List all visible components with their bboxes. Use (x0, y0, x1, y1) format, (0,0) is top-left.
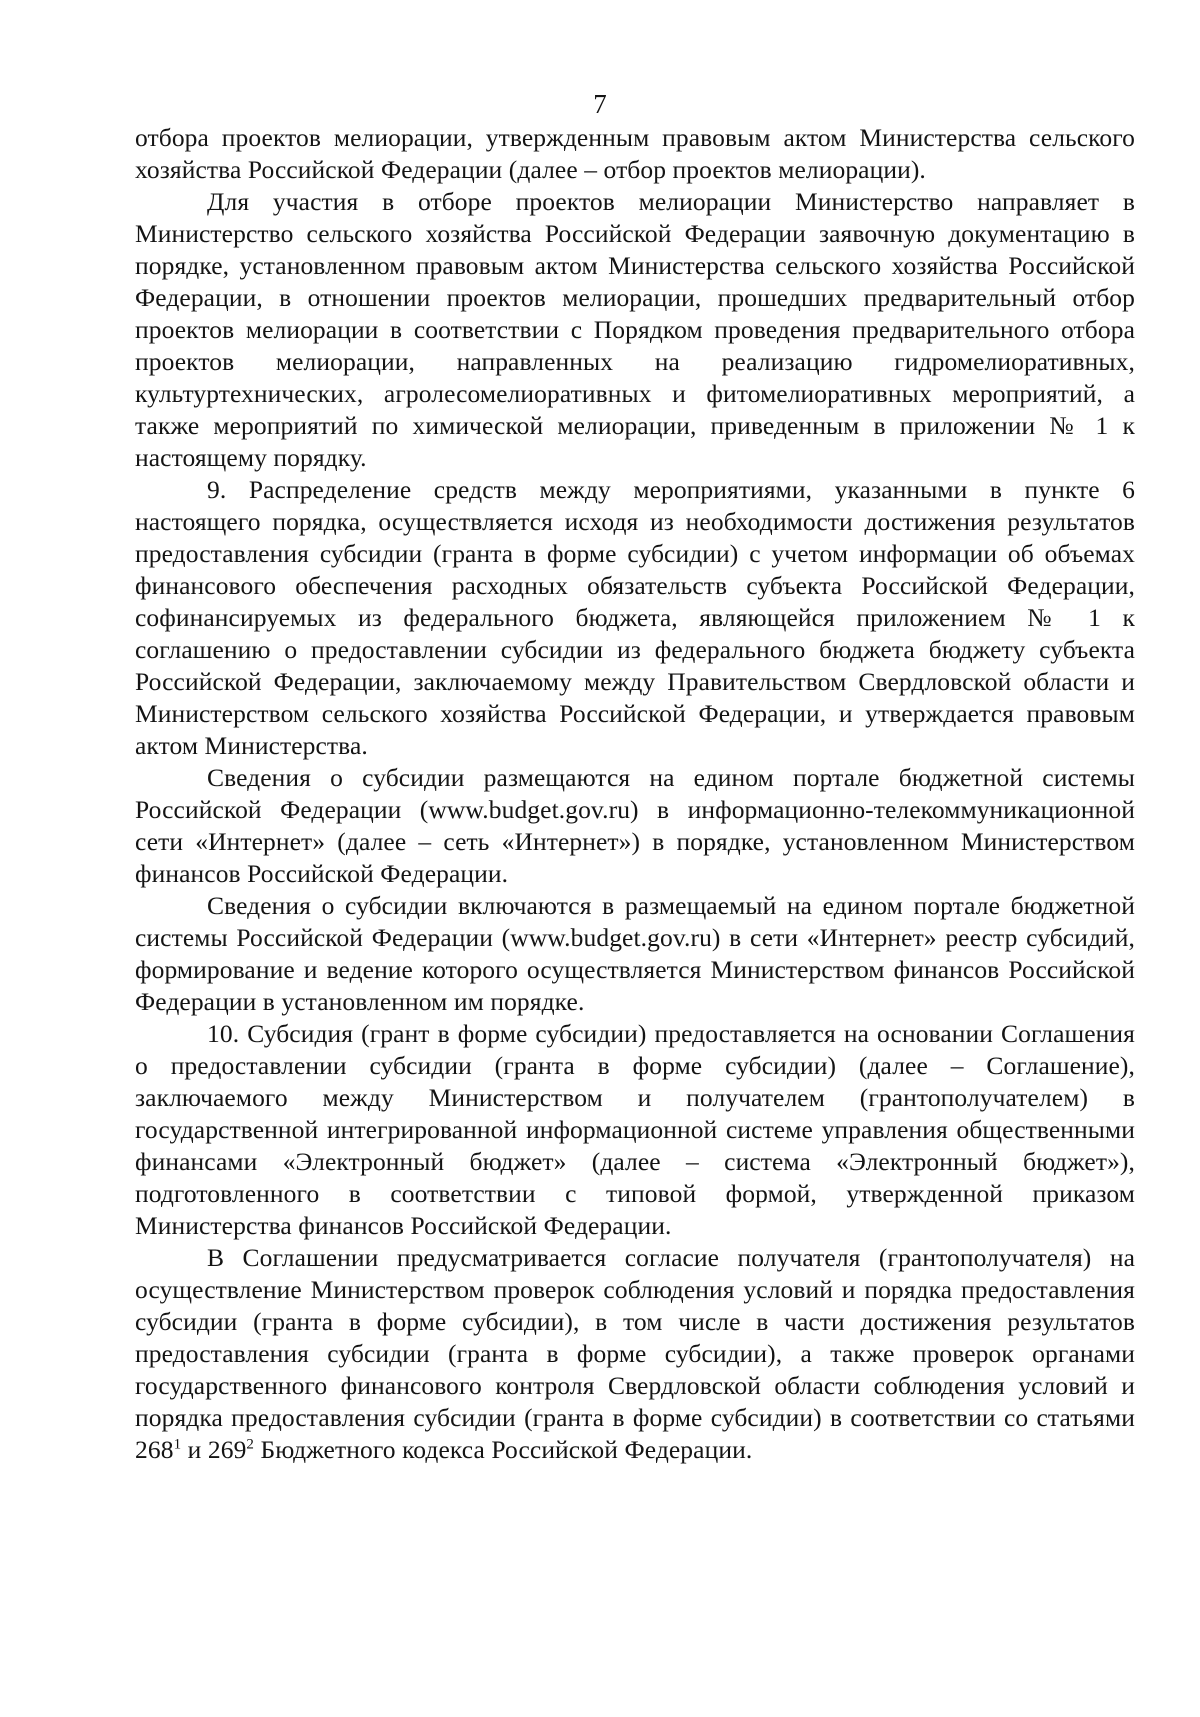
paragraph-participation: Для участия в отборе проектов мелиорации Министерство направляет в Министерство сельского хозяйства Российской Федерации заявочную документацию в порядке, установленном правовым актом Министерства сельского хозяйства Российской Федерации, в отношении проектов мелиорации, прошедших предварительный отбор проектов мелиорации в соответствии с Порядком проведения предварительного отбора проектов мелиорации, направленных на реализацию гидромелиоративных, культуртехнических, агролесомелиоративных и фитомелиоративных мероприятий, а также мероприятий по химической мелиорации, приведенным в приложении № 1 к настоящему порядку. (135, 187, 1135, 472)
paragraph-subsidy-registry: Сведения о субсидии включаются в размещаемый на едином портале бюджетной системы Российской Федерации (www.budget.gov.ru) в сети «Интернет» реестр субсидий, формирование и ведение которого осуществляется Министерством финансов Российской Федерации в установленном им порядке. (135, 891, 1135, 1016)
superscript-2: 2 (246, 1436, 255, 1453)
page-number: 7 (593, 89, 607, 119)
paragraph-item-10: 10. Субсидия (грант в форме субсидии) предоставляется на основании Соглашения о предоставлении субсидии (гранта в форме субсидии) (далее – Соглашение), заключаемого между Министерством и получателем (грантополучателем) в государственной интегрированной информационной системе управления общественными финансами «Электронный бюджет» (далее – система «Электронный бюджет»), подготовленного в соответствии с типовой формой, утвержденной приказом Министерства финансов Российской Федерации. (135, 1019, 1135, 1240)
paragraph-continuation: отбора проектов мелиорации, утвержденным правовым актом Министерства сельского хозяйства Российской Федерации (далее – отбор проектов мелиорации). (135, 123, 1135, 184)
superscript-1: 1 (173, 1436, 182, 1453)
paragraph-item-9: 9. Распределение средств между мероприятиями, указанными в пункте 6 настоящего порядка, осуществляется исходя из необходимости достижения результатов предоставления субсидии (гранта в форме субсидии) с учетом информации об объемах финансового обеспечения расходных обязательств субъекта Российской Федерации, софинансируемых из федерального бюджета, являющейся приложением № 1 к соглашению о предоставлении субсидии из федерального бюджета бюджету субъекта Российской Федерации, заключаемому между Правительством Свердловской области и Министерством сельского хозяйства Российской Федерации, и утверждается правовым актом Министерства. (135, 475, 1135, 760)
agreement-text-after: Бюджетного кодекса Российской Федерации. (254, 1435, 753, 1464)
agreement-text-middle: и 269 (181, 1435, 247, 1464)
paragraph-subsidy-info-portal: Сведения о субсидии размещаются на едином портале бюджетной системы Российской Федерации (www.budget.gov.ru) в информационно-телекоммуникационной сети «Интернет» (далее – сеть «Интернет») в порядке, установленном Министерством финансов Российской Федерации. (135, 763, 1135, 888)
document-body (135, 122, 1135, 1466)
agreement-text-before: В Соглашении предусматривается согласие получателя (грантополучателя) на осуществление Министерством проверок соблюдения условий и порядка предоставления субсидии (гранта в форме субсидии), в том числе в части достижения результатов предоставления субсидии (гранта в форме субсидии), а также проверок органами государственного финансового контроля Свердловской области соблюдения условий и порядка предоставления субсидии (гранта в форме субсидии) в соответствии со статьями 268 (135, 1243, 1135, 1464)
paragraph-agreement-consent (135, 1242, 1135, 1466)
